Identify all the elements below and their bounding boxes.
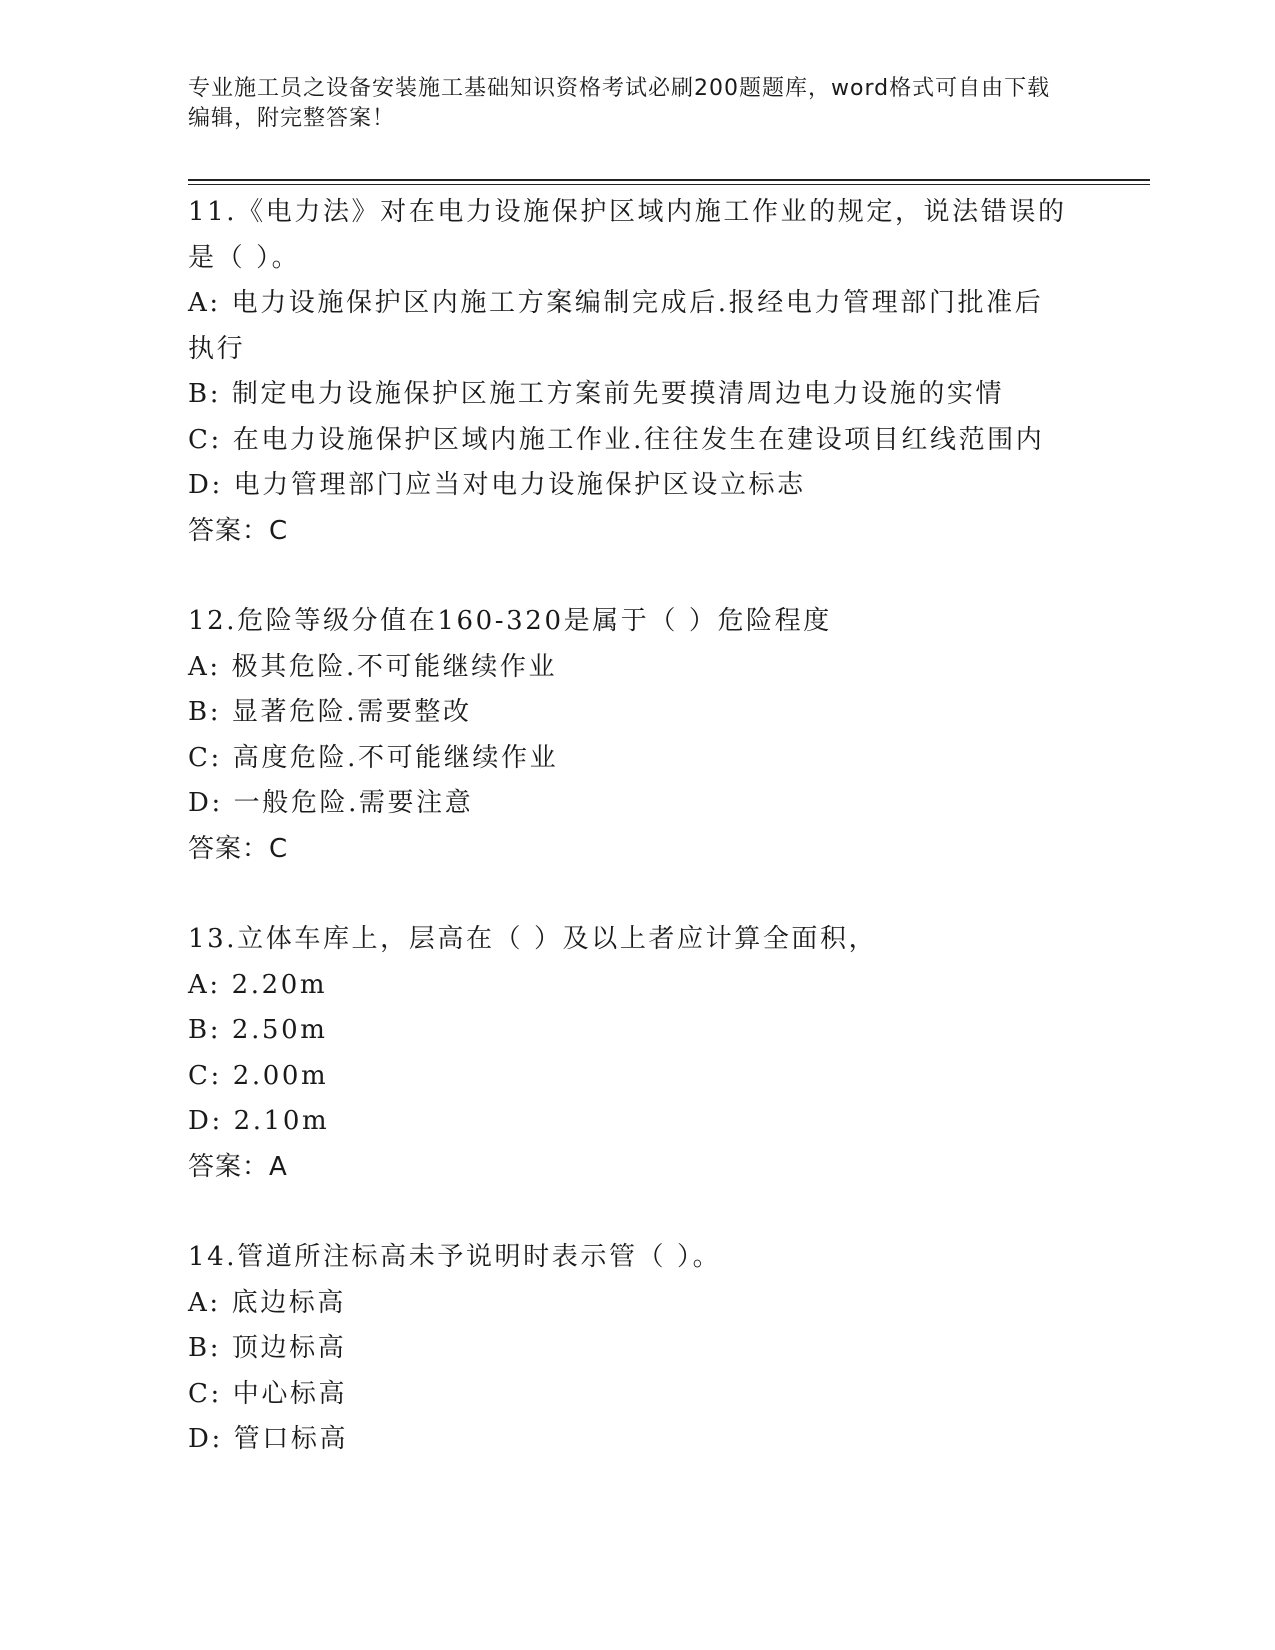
answer-line: 答案：A [188, 1151, 288, 1182]
option-c: C: 高度危险.不可能继续作业 [188, 742, 559, 773]
option-d: D: 2.10m [188, 1106, 330, 1136]
question-stem: 12.危险等级分值在160-320是属于（ ）危险程度 [188, 606, 832, 636]
option-c: C: 2.00m [188, 1060, 329, 1091]
option-a: A: 电力设施保护区内施工方案编制完成后.报经电力管理部门批准后执行 [188, 288, 1044, 364]
option-b: B: 显著危险.需要整改 [188, 697, 472, 727]
header-rule-thin [188, 184, 1150, 185]
question-13 [188, 917, 1068, 1190]
answer-line: 答案：C [188, 833, 289, 864]
question-stem: 11.《电力法》对在电力设施保护区域内施工作业的规定，说法错误的是（ ）。 [188, 197, 1067, 273]
question-stem: 13.立体车库上，层高在（ ）及以上者应计算全面积， [188, 924, 878, 954]
option-b: B: 顶边标高 [188, 1333, 347, 1363]
document-header: 专业施工员之设备安装施工基础知识资格考试必刷200题题库，word格式可自由下载编辑，附完整答案！ [188, 76, 1051, 131]
option-d: D: 一般危险.需要注意 [188, 788, 474, 818]
option-a: A: 极其危险.不可能继续作业 [188, 651, 558, 682]
question-12 [188, 599, 1068, 872]
option-b: B: 2.50m [188, 1015, 328, 1045]
question-11 [188, 190, 1068, 554]
option-c: C: 在电力设施保护区域内施工作业.往往发生在建设项目红线范围内 [188, 424, 1045, 455]
option-d: D: 管口标高 [188, 1424, 349, 1454]
option-c: C: 中心标高 [188, 1378, 348, 1409]
header-rule-thick [188, 179, 1150, 181]
question-list [188, 190, 1068, 1508]
question-stem: 14.管道所注标高未予说明时表示管（ ）。 [188, 1242, 722, 1272]
option-b: B: 制定电力设施保护区施工方案前先要摸清周边电力设施的实情 [188, 379, 1005, 409]
question-14 [188, 1235, 1068, 1463]
answer-line: 答案：C [188, 515, 289, 546]
option-d: D: 电力管理部门应当对电力设施保护区设立标志 [188, 470, 806, 500]
option-a: A: 2.20m [188, 969, 328, 1000]
option-a: A: 底边标高 [188, 1287, 347, 1318]
